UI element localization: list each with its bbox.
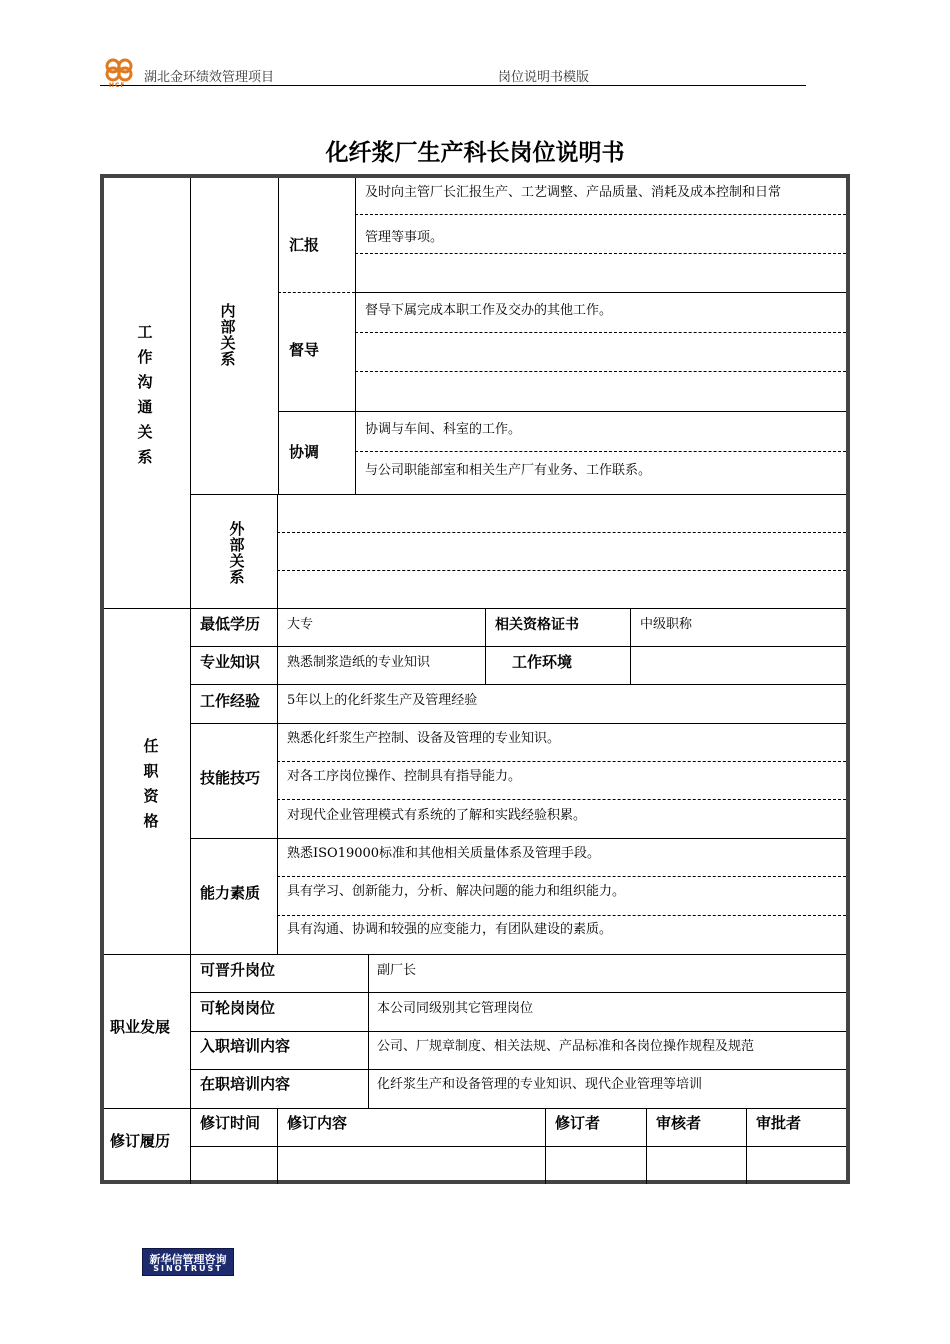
page-title: 化纤浆厂生产科长岗位说明书 xyxy=(325,140,625,166)
education-label: 最低学历 xyxy=(200,615,261,633)
coordinate-label: 协调 xyxy=(289,443,320,461)
revision-header: 修订时间 xyxy=(200,1114,261,1132)
report-label: 汇报 xyxy=(289,236,320,254)
certificate-label: 相关资格证书 xyxy=(495,617,579,633)
career-row-value: 公司、厂规章制度、相关法规、产品标准和各岗位操作规程及规范 xyxy=(377,1039,755,1054)
skills-line: 熟悉化纤浆生产控制、设备及管理的专业知识。 xyxy=(287,731,561,746)
report-line: 及时向主管厂长汇报生产、工艺调整、产品质量、消耗及成本控制和日常 xyxy=(365,185,782,200)
section-revision: 修订履历 xyxy=(110,1132,171,1150)
knowledge-label: 专业知识 xyxy=(200,653,261,671)
career-row-value: 副厂长 xyxy=(377,963,417,978)
report-line: 管理等事项。 xyxy=(365,230,444,245)
skills-line: 对各工序岗位操作、控制具有指导能力。 xyxy=(287,769,522,784)
section-work-relations: 工作沟通关系 xyxy=(137,323,153,466)
logo-en: SINOTRUST xyxy=(153,1264,223,1273)
ability-line: 具有沟通、协调和较强的应变能力，有团队建设的素质。 xyxy=(287,922,613,937)
career-row-value: 本公司同级别其它管理岗位 xyxy=(377,1001,534,1016)
page-header xyxy=(100,56,806,89)
certificate-value: 中级职称 xyxy=(640,617,693,632)
supervise-label: 督导 xyxy=(289,341,320,359)
skills-line: 对现代企业管理模式有系统的了解和实践经验积累。 xyxy=(287,808,587,823)
ability-label: 能力素质 xyxy=(200,884,261,902)
template-name: 岗位说明书模版 xyxy=(498,70,590,85)
revision-header: 审批者 xyxy=(756,1114,802,1132)
internal-relations-label: 内部关系 xyxy=(220,302,236,368)
career-row-label: 可轮岗岗位 xyxy=(200,999,276,1017)
section-qualifications: 任职资格 xyxy=(143,737,159,830)
coordinate-line: 协调与车间、科室的工作。 xyxy=(365,422,522,437)
ability-line: 具有学习、创新能力，分析、解决问题的能力和组织能力。 xyxy=(287,884,626,899)
logo-text: HCF xyxy=(109,82,126,89)
career-row-value: 化纤浆生产和设备管理的专业知识、现代企业管理等培训 xyxy=(377,1077,703,1092)
environment-label: 工作环境 xyxy=(512,653,573,671)
ability-line: 熟悉ISO19000标准和其他相关质量体系及管理手段。 xyxy=(287,846,601,861)
logo-cn: 新华信管理咨询 xyxy=(149,1253,227,1266)
coordinate-line: 与公司职能部室和相关生产厂有业务、工作联系。 xyxy=(365,463,652,478)
sinotrust-logo xyxy=(142,1248,234,1276)
external-relations-label: 外部关系 xyxy=(229,520,245,586)
revision-header: 审核者 xyxy=(656,1114,702,1132)
job-description-form xyxy=(100,174,850,1184)
project-name: 湖北金环绩效管理项目 xyxy=(144,70,275,85)
skills-label: 技能技巧 xyxy=(200,769,261,787)
career-row-label: 可晋升岗位 xyxy=(200,961,276,979)
career-row-label: 入职培训内容 xyxy=(200,1037,291,1055)
experience-label: 工作经验 xyxy=(200,692,261,710)
revision-header: 修订者 xyxy=(555,1114,601,1132)
supervise-line: 督导下属完成本职工作及交办的其他工作。 xyxy=(365,303,613,318)
knowledge-value: 熟悉制浆造纸的专业知识 xyxy=(287,655,431,670)
experience-value: 5年以上的化纤浆生产及管理经验 xyxy=(287,693,478,708)
section-career: 职业发展 xyxy=(110,1018,171,1036)
career-row-label: 在职培训内容 xyxy=(200,1075,291,1093)
revision-header: 修订内容 xyxy=(287,1114,348,1132)
education-value: 大专 xyxy=(287,617,314,632)
